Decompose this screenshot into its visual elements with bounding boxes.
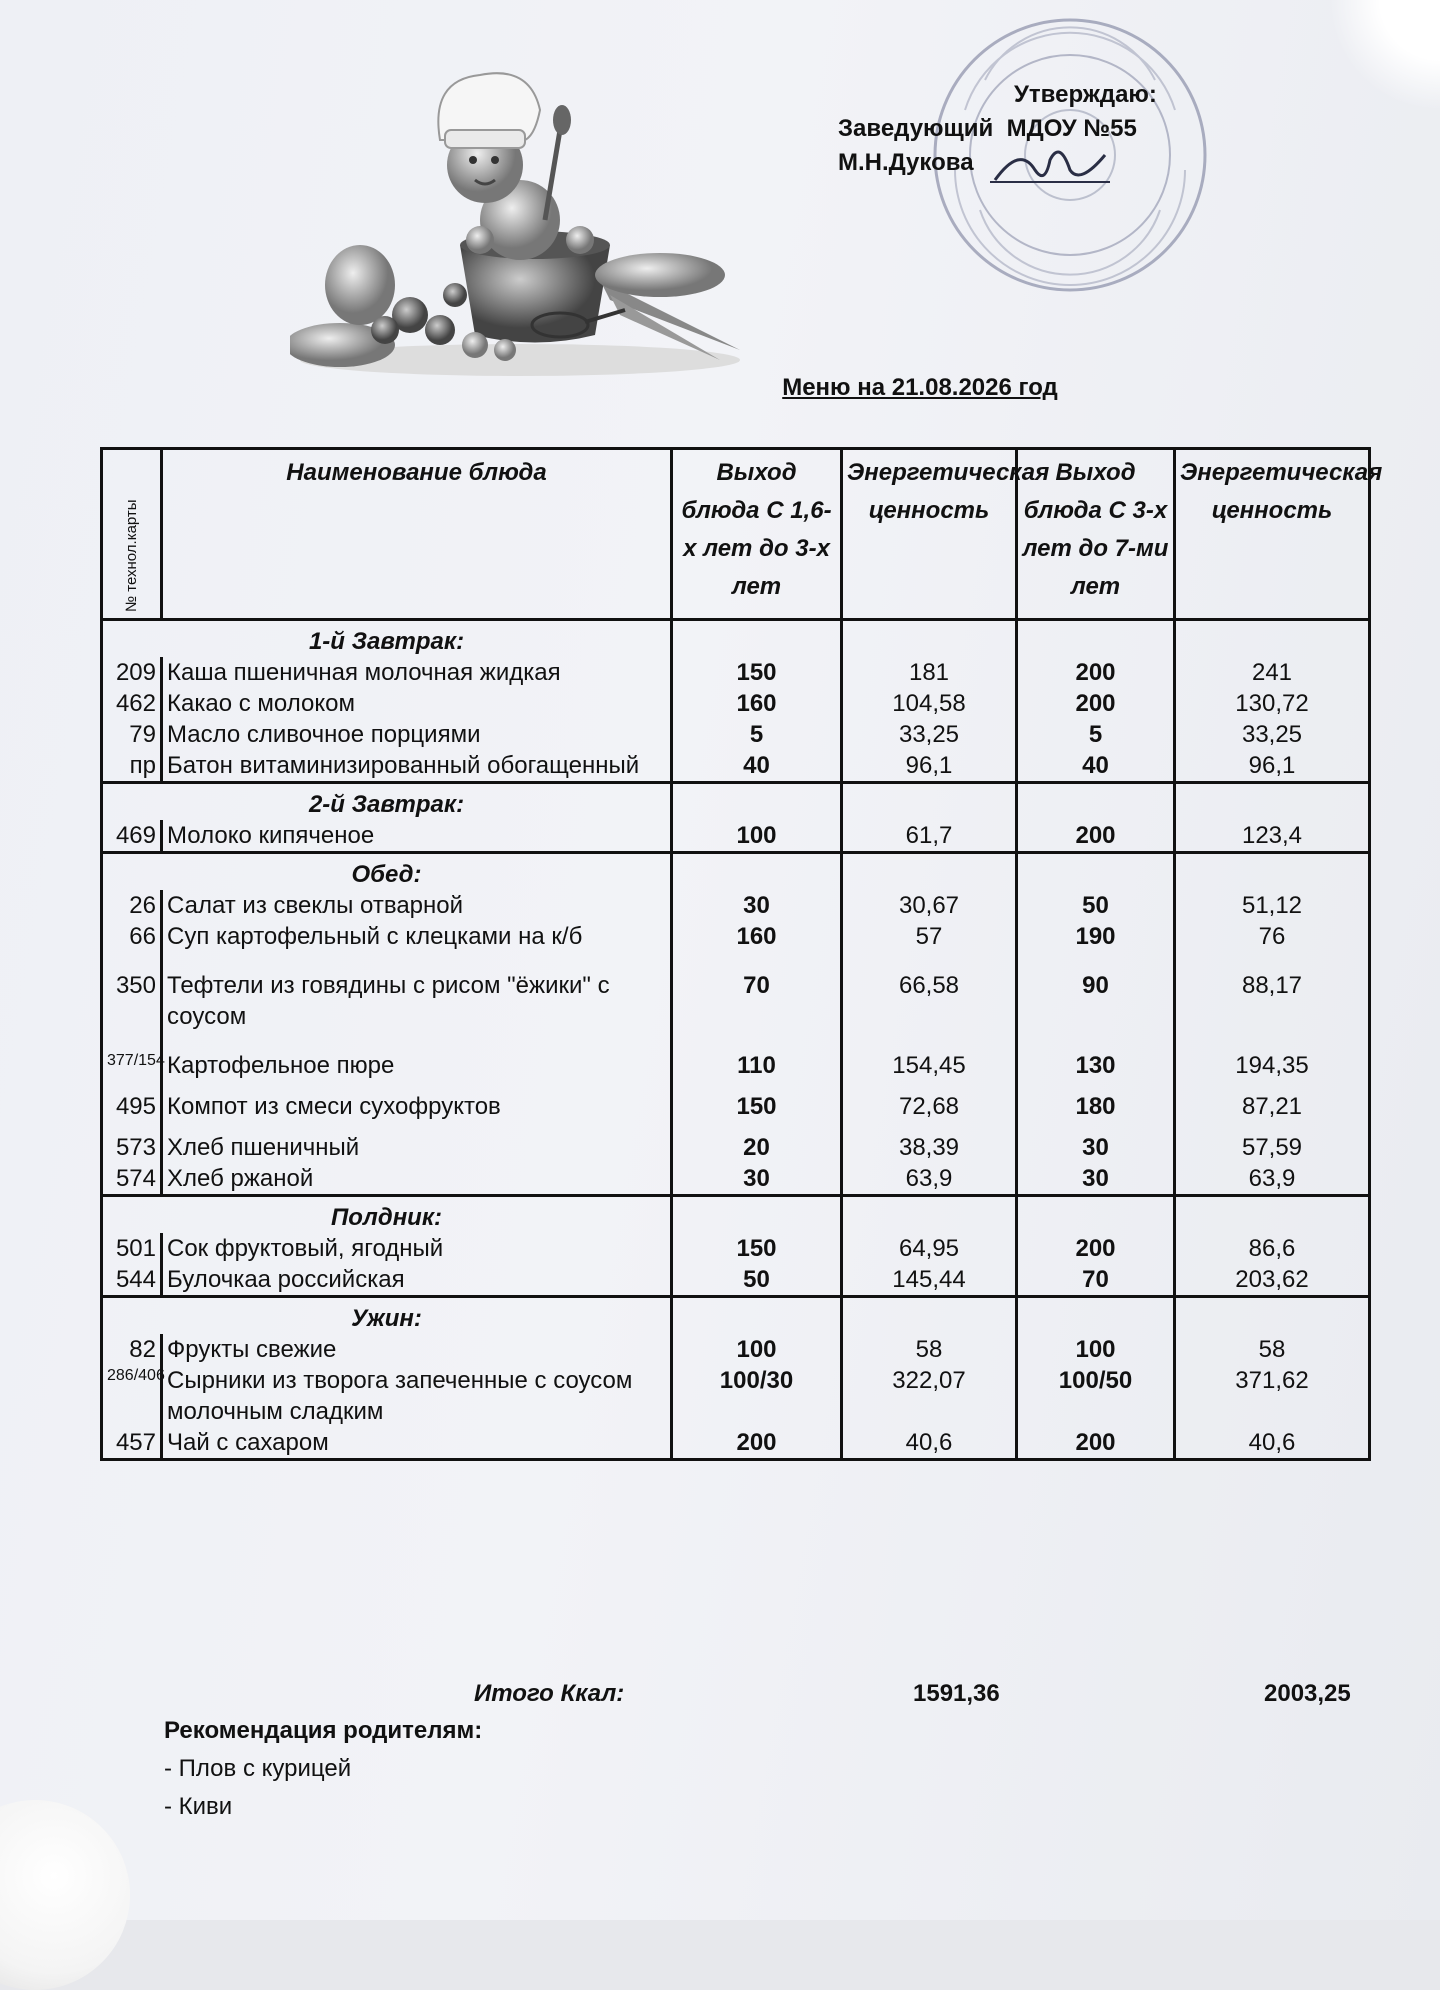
section-empty-cell xyxy=(672,1196,842,1234)
cell-energy-old: 194,35 xyxy=(1175,1040,1370,1081)
cell-dish-name: Картофельное пюре xyxy=(162,1040,672,1081)
cell-yield-young: 150 xyxy=(672,1233,842,1264)
table-row xyxy=(102,688,1370,719)
cell-yield-old: 100/50 xyxy=(1017,1365,1175,1427)
cell-yield-young: 100/30 xyxy=(672,1365,842,1427)
header-energy-young: Энергетическая ценность xyxy=(842,449,1017,620)
cell-energy-old: 88,17 xyxy=(1175,952,1370,1040)
table-row xyxy=(102,750,1370,783)
cell-code: 495 xyxy=(102,1081,162,1122)
section-empty-cell xyxy=(1017,1196,1175,1234)
table-row xyxy=(102,657,1370,688)
cell-energy-old: 57,59 xyxy=(1175,1122,1370,1163)
cell-yield-young: 100 xyxy=(672,820,842,853)
table-row xyxy=(102,1040,1370,1081)
cell-yield-young: 70 xyxy=(672,952,842,1040)
cell-yield-old: 40 xyxy=(1017,750,1175,783)
cell-yield-old: 190 xyxy=(1017,921,1175,952)
section-title: 1-й Завтрак: xyxy=(102,620,672,658)
cell-energy-old: 130,72 xyxy=(1175,688,1370,719)
cell-yield-old: 5 xyxy=(1017,719,1175,750)
section-empty-cell xyxy=(1175,783,1370,821)
cell-energy-old: 203,62 xyxy=(1175,1264,1370,1297)
table-row xyxy=(102,1081,1370,1122)
cell-dish-name: Чай с сахаром xyxy=(162,1427,672,1460)
cell-yield-old: 200 xyxy=(1017,657,1175,688)
totals-label: Итого Ккал: xyxy=(474,1680,625,1707)
cell-dish-name: Молоко кипяченое xyxy=(162,820,672,853)
section-empty-cell xyxy=(842,620,1017,658)
section-empty-cell xyxy=(1175,620,1370,658)
cell-dish-name: Компот из смеси сухофруктов xyxy=(162,1081,672,1122)
recommendation-item: - Киви xyxy=(164,1793,233,1820)
cell-code: 377/154 xyxy=(102,1040,162,1081)
cell-energy-young: 66,58 xyxy=(842,952,1017,1040)
cell-energy-old: 96,1 xyxy=(1175,750,1370,783)
cell-energy-old: 40,6 xyxy=(1175,1427,1370,1460)
table-row xyxy=(102,1334,1370,1365)
cell-yield-young: 5 xyxy=(672,719,842,750)
cell-energy-old: 33,25 xyxy=(1175,719,1370,750)
section-empty-cell xyxy=(1175,853,1370,891)
cell-yield-young: 30 xyxy=(672,890,842,921)
table-row xyxy=(102,952,1370,1040)
cell-energy-old: 58 xyxy=(1175,1334,1370,1365)
cell-energy-old: 76 xyxy=(1175,921,1370,952)
cell-energy-old: 87,21 xyxy=(1175,1081,1370,1122)
cell-yield-old: 70 xyxy=(1017,1264,1175,1297)
cell-code: 66 xyxy=(102,921,162,952)
cell-energy-young: 58 xyxy=(842,1334,1017,1365)
cell-code: 501 xyxy=(102,1233,162,1264)
menu-table xyxy=(100,447,1383,1461)
approval-line-1: Утверждаю: xyxy=(1014,81,1157,108)
totals-old: 2003,25 xyxy=(1264,1680,1351,1707)
cell-code: 544 xyxy=(102,1264,162,1297)
chef-child-illustration xyxy=(290,60,760,380)
section-empty-cell xyxy=(672,783,842,821)
cell-code: 79 xyxy=(102,719,162,750)
cell-yield-young: 150 xyxy=(672,1081,842,1122)
recommendations xyxy=(164,1712,482,1826)
cell-dish-name: Сырники из творога запеченные с соусом молочным сладким xyxy=(162,1365,672,1427)
section-row xyxy=(102,783,1370,821)
cell-yield-young: 40 xyxy=(672,750,842,783)
section-row xyxy=(102,1196,1370,1234)
cell-dish-name: Фрукты свежие xyxy=(162,1334,672,1365)
cell-energy-young: 63,9 xyxy=(842,1163,1017,1196)
cell-dish-name: Тефтели из говядины с рисом "ёжики" с соусом xyxy=(162,952,672,1040)
cell-code: 350 xyxy=(102,952,162,1040)
paper-glare xyxy=(1320,0,1440,140)
cell-energy-old: 51,12 xyxy=(1175,890,1370,921)
table-row xyxy=(102,1427,1370,1460)
table-row xyxy=(102,1163,1370,1196)
cell-dish-name: Салат из свеклы отварной xyxy=(162,890,672,921)
section-empty-cell xyxy=(1017,620,1175,658)
header-yield-young: Выход блюда С 1,6-х лет до 3-х лет xyxy=(672,449,842,620)
table-row xyxy=(102,1233,1370,1264)
cell-yield-old: 200 xyxy=(1017,1427,1175,1460)
table-row xyxy=(102,719,1370,750)
cell-energy-young: 38,39 xyxy=(842,1122,1017,1163)
cell-yield-young: 150 xyxy=(672,657,842,688)
cell-yield-young: 160 xyxy=(672,688,842,719)
cell-yield-old: 130 xyxy=(1017,1040,1175,1081)
cell-code: 209 xyxy=(102,657,162,688)
section-empty-cell xyxy=(1017,1297,1175,1335)
cell-yield-old: 50 xyxy=(1017,890,1175,921)
header-name: Наименование блюда xyxy=(162,449,672,620)
table-row xyxy=(102,921,1370,952)
cell-energy-young: 30,67 xyxy=(842,890,1017,921)
header-code: № технол.карты xyxy=(102,449,162,620)
cell-yield-old: 100 xyxy=(1017,1334,1175,1365)
cell-energy-young: 322,07 xyxy=(842,1365,1017,1427)
cell-code: 82 xyxy=(102,1334,162,1365)
section-empty-cell xyxy=(1175,1196,1370,1234)
table-row xyxy=(102,1264,1370,1297)
cell-yield-old: 30 xyxy=(1017,1122,1175,1163)
page-title: Меню на 21.08.2026 год xyxy=(782,374,1058,401)
cell-code: 573 xyxy=(102,1122,162,1163)
cell-code: 574 xyxy=(102,1163,162,1196)
section-empty-cell xyxy=(672,620,842,658)
cell-yield-old: 200 xyxy=(1017,688,1175,719)
section-empty-cell xyxy=(1175,1297,1370,1335)
menu-table-body xyxy=(102,620,1370,1460)
header-energy-old: Энергетическая ценность xyxy=(1175,449,1370,620)
section-row xyxy=(102,620,1370,658)
table-row xyxy=(102,820,1370,853)
cell-energy-old: 63,9 xyxy=(1175,1163,1370,1196)
section-empty-cell xyxy=(672,853,842,891)
table-row xyxy=(102,1365,1370,1427)
cell-energy-young: 145,44 xyxy=(842,1264,1017,1297)
cell-energy-old: 123,4 xyxy=(1175,820,1370,853)
section-row xyxy=(102,853,1370,891)
section-empty-cell xyxy=(842,1196,1017,1234)
cell-dish-name: Хлеб пшеничный xyxy=(162,1122,672,1163)
cell-energy-young: 72,68 xyxy=(842,1081,1017,1122)
cell-yield-young: 100 xyxy=(672,1334,842,1365)
cell-energy-old: 241 xyxy=(1175,657,1370,688)
cell-yield-young: 30 xyxy=(672,1163,842,1196)
cell-yield-old: 200 xyxy=(1017,820,1175,853)
cell-dish-name: Какао с молоком xyxy=(162,688,672,719)
cell-code: 469 xyxy=(102,820,162,853)
section-empty-cell xyxy=(842,853,1017,891)
approval-line-2: Заведующий МДОУ №55 xyxy=(838,115,1137,142)
cell-dish-name: Сок фруктовый, ягодный xyxy=(162,1233,672,1264)
section-empty-cell xyxy=(1017,853,1175,891)
cell-energy-old: 371,62 xyxy=(1175,1365,1370,1427)
section-title: Обед: xyxy=(102,853,672,891)
cell-yield-old: 180 xyxy=(1017,1081,1175,1122)
cell-yield-old: 30 xyxy=(1017,1163,1175,1196)
cell-code: 286/406 xyxy=(102,1365,162,1427)
cell-energy-old: 86,6 xyxy=(1175,1233,1370,1264)
cell-dish-name: Хлеб ржаной xyxy=(162,1163,672,1196)
section-title: Полдник: xyxy=(102,1196,672,1234)
cell-yield-old: 90 xyxy=(1017,952,1175,1040)
cell-yield-young: 110 xyxy=(672,1040,842,1081)
cell-yield-young: 20 xyxy=(672,1122,842,1163)
section-empty-cell xyxy=(1017,783,1175,821)
table-row xyxy=(102,1122,1370,1163)
recommendation-item: - Плов с курицей xyxy=(164,1755,352,1782)
section-row xyxy=(102,1297,1370,1335)
cell-yield-young: 160 xyxy=(672,921,842,952)
cell-energy-young: 33,25 xyxy=(842,719,1017,750)
cell-dish-name: Батон витаминизированный обогащенный xyxy=(162,750,672,783)
section-empty-cell xyxy=(842,1297,1017,1335)
cell-code: 457 xyxy=(102,1427,162,1460)
cell-energy-young: 57 xyxy=(842,921,1017,952)
cell-energy-young: 104,58 xyxy=(842,688,1017,719)
section-title: 2-й Завтрак: xyxy=(102,783,672,821)
recommendations-title: Рекомендация родителям: xyxy=(164,1717,483,1744)
cell-dish-name: Булочкаа российская xyxy=(162,1264,672,1297)
cell-energy-young: 64,95 xyxy=(842,1233,1017,1264)
cell-code: 462 xyxy=(102,688,162,719)
section-empty-cell xyxy=(672,1297,842,1335)
cell-dish-name: Каша пшеничная молочная жидкая xyxy=(162,657,672,688)
approval-line-3: М.Н.Дукова xyxy=(838,149,974,176)
cell-yield-young: 200 xyxy=(672,1427,842,1460)
cell-code: пр xyxy=(102,750,162,783)
cell-code: 26 xyxy=(102,890,162,921)
cell-energy-young: 181 xyxy=(842,657,1017,688)
cell-energy-young: 154,45 xyxy=(842,1040,1017,1081)
section-title: Ужин: xyxy=(102,1297,672,1335)
cell-energy-young: 61,7 xyxy=(842,820,1017,853)
cell-dish-name: Суп картофельный с клецками на к/б xyxy=(162,921,672,952)
cell-energy-young: 96,1 xyxy=(842,750,1017,783)
cell-yield-young: 50 xyxy=(672,1264,842,1297)
table-row xyxy=(102,890,1370,921)
section-empty-cell xyxy=(842,783,1017,821)
header-yield-old: Выход блюда С 3-х лет до 7-ми лет xyxy=(1017,449,1175,620)
totals-young: 1591,36 xyxy=(913,1680,1000,1707)
cell-yield-old: 200 xyxy=(1017,1233,1175,1264)
handwritten-signature xyxy=(990,140,1110,190)
cell-dish-name: Масло сливочное порциями xyxy=(162,719,672,750)
table-header-row xyxy=(102,449,1370,620)
cell-energy-young: 40,6 xyxy=(842,1427,1017,1460)
